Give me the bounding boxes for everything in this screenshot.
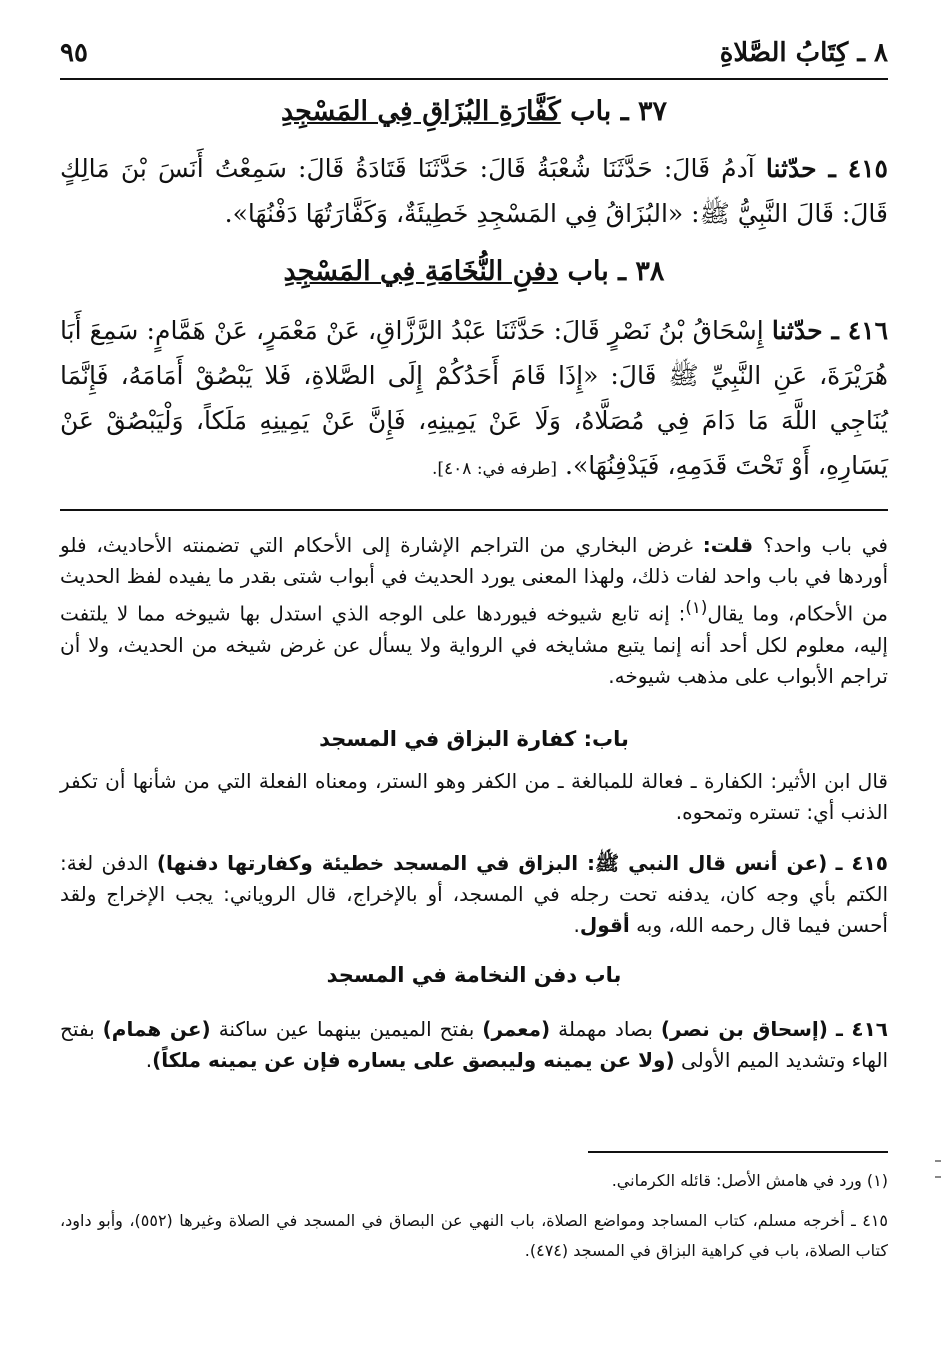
footnote-415-marker: ٤١٥ ـ	[851, 1211, 888, 1230]
chapter-38-title: دفنِ النُّخَامَةِ فِي المَسْجِدِ	[283, 256, 559, 287]
commentary-416-number: ٤١٦ ـ	[835, 1017, 889, 1041]
commentary-heading-2: باب دفن النخامة في المسجد	[326, 963, 622, 987]
commentary-415-text: الدفن لغة: الكتم بأي وجه كان، يدفنه تحت رجله في المسجد، أو بالإخراج، قال الروياني: يجب الإخراج ولقد أحسن فيما قال رحمه الله، وبه	[60, 851, 888, 937]
commentary-415-quote: (عن أنس قال النبي ﷺ: البزاق في المسجد خطيئة وكفارتها دفنها)	[156, 851, 828, 875]
text-commentary-separator	[60, 509, 888, 511]
commentary-416-hammam: (عن همام)	[102, 1017, 211, 1041]
commentary-416-end: .	[145, 1048, 153, 1072]
footnote-1-text: ورد في هامش الأصل: قائله الكرماني.	[611, 1171, 862, 1190]
commentary-415	[60, 848, 888, 941]
hadith-415-lead: ٤١٥ ـ حدّثنا	[765, 154, 888, 183]
commentary-intro-part2: غرض البخاري من التراجم الإشارة إلى الأحكام التي تضمنته الأحاديث، فلو أوردها في باب واحد لفات ذلك، ولهذا المعنى يورد الحديث في أبواب شتى بقدر ما يفيده لفظ الحديث من الأحكام، وما يقال	[60, 533, 888, 626]
page-header	[60, 34, 888, 80]
scan-artifact	[935, 1176, 941, 1178]
footnote-415-text: أخرجه مسلم، كتاب المساجد ومواضع الصلاة، باب النهي عن البصاق في المسجد في الصلاة وغيرها (٥٥٢)، وأبو داود، كتاب الصلاة، باب في كراهية البزاق في المسجد (٤٧٤).	[60, 1211, 888, 1260]
scan-artifact	[935, 1160, 941, 1162]
commentary-416-text2: بفتح الميمين بينهما عين ساكنة	[218, 1017, 475, 1041]
hadith-416-lead: ٤١٦ ـ حدّثنا	[771, 316, 889, 345]
footnote-separator	[588, 1151, 888, 1153]
hadith-415	[60, 146, 888, 236]
footnote-1-marker: (١)	[866, 1171, 888, 1190]
commentary-intro-part3: : إنه تابع شيوخه فيوردها على الوجه الذي استدل بها شيوخه مما لا يلتفت إليه، معلوم لكل أحد أنه إنما يتبع مشايخه في الرواية ولا يسأل عن غرض شيخه من الحديث، ولا أن تراجم الأبواب على مذهب شيوخه.	[60, 601, 888, 688]
commentary-intro-part1: في باب واحد؟	[762, 533, 888, 557]
commentary-415-end: .	[573, 913, 580, 937]
footnote-marker: (١)	[685, 598, 708, 617]
hadith-416-text: إِسْحَاقُ بْنُ نَصْرٍ قَالَ: حَدَّثَنَا عَبْدُ الرَّزَّاقِ، عَنْ مَعْمَرٍ، عَنْ هَمَّامٍ: سَمِعَ أَبَا هُرَيْرَةَ، عَنِ النَّبِيِّ ﷺ قَالَ: «إِذَا قَامَ أَحَدُكُمْ إِلَى الصَّلاةِ، فَلا يَبْصُقْ أَمَامَهُ، فَإِنَّمَا يُنَاجِي اللَّهَ مَا دَامَ فِي مُصَلَّاهُ، وَلَا عَنْ يَمِينِهِ، فَإِنَّ عَنْ يَمِينِهِ مَلَكاً، وَلْيَبْصُقْ عَنْ يَسَارِهِ، أَوْ تَحْتَ قَدَمِهِ، فَيَدْفِنُهَا».	[60, 316, 888, 480]
running-title: ٨ ـ كِتَابُ الصَّلاةِ	[719, 38, 888, 68]
commentary-416	[60, 1014, 888, 1076]
hadith-416-reference: [طرفه في: ٤٠٨].	[431, 459, 558, 479]
hadith-415-text: آدمُ قَالَ: حَدَّثَنَا شُعْبَةُ قَالَ: حَدَّثَنَا قَتَادَةُ قَالَ: سَمِعْتُ أَنَسَ بْنَ مَالِكٍ قَالَ: قَالَ النَّبِيُّ ﷺ: «البُزَاقُ فِي المَسْجِدِ خَطِيئَةٌ، وَكَفَّارَتُهَا دَفْنُهَا».	[60, 154, 888, 228]
commentary-415-number: ٤١٥ ـ	[835, 851, 889, 875]
commentary-ibn-athir: قال ابن الأثير: الكفارة ـ فعالة للمبالغة ـ من الكفر وهو الستر، ومعناه الفعلة التي من شأنها أن تكفر الذنب أي: تستره وتمحوه.	[60, 769, 888, 824]
chapter-37-number: ٣٧ ـ باب	[570, 96, 668, 127]
chapter-38-heading	[60, 256, 888, 287]
commentary-415-aqul: أقول	[579, 913, 630, 937]
footnote-1	[60, 1166, 888, 1196]
hadith-416	[60, 308, 888, 492]
commentary-416-name: (إسحاق بن نصر)	[660, 1017, 828, 1041]
commentary-416-text1: بصاد مهملة	[558, 1017, 653, 1041]
chapter-37-title: كَفَّارَةِ البُزَاقِ فِي المَسْجِدِ	[280, 96, 561, 127]
commentary-416-mamar: (معمر)	[482, 1017, 551, 1041]
commentary-intro-qultu: قلت:	[702, 533, 754, 557]
commentary-416-text3: بفتح الهاء وتشديد الميم الأولى	[60, 1017, 888, 1072]
chapter-38-number: ٣٨ ـ باب	[567, 256, 665, 287]
commentary-intro	[60, 530, 888, 692]
chapter-37-heading	[60, 96, 888, 127]
commentary-heading-1: باب: كفارة البزاق في المسجد	[319, 727, 629, 751]
footnote-415	[60, 1206, 888, 1266]
page-number: ٩٥	[60, 38, 88, 68]
commentary-416-quote: (ولا عن يمينه وليبصق على يساره فإن عن يمينه ملكاً)	[152, 1048, 675, 1072]
